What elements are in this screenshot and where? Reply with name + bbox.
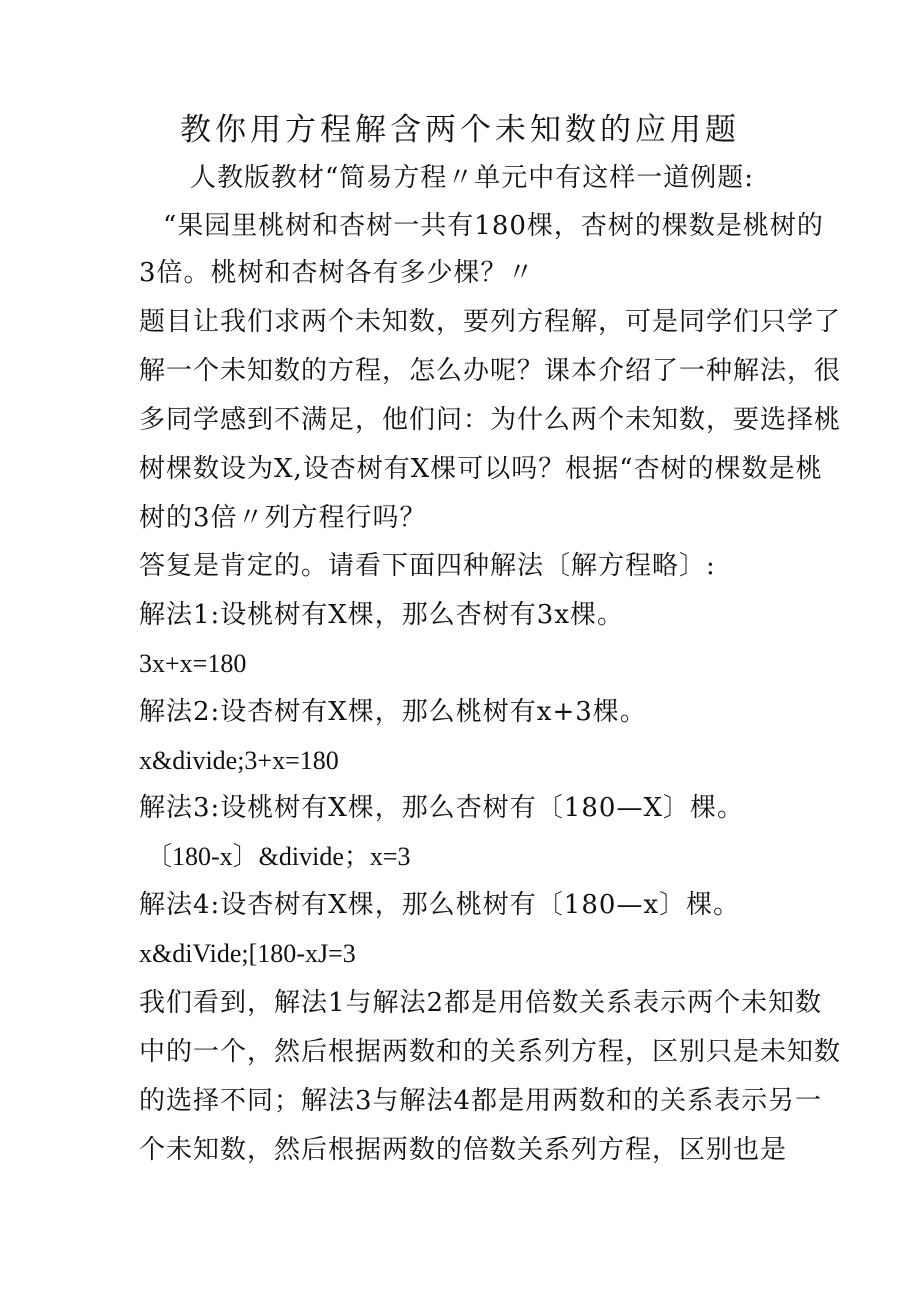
paragraph-line: 树棵数设为X,设杏树有X棵可以吗？根据“杏树的棵数是桃 bbox=[139, 454, 823, 484]
paragraph-line: 个未知数，然后根据两数的倍数关系列方程，区别也是 bbox=[139, 1135, 788, 1165]
method-3-line: 解法3:设桃树有X棵，那么杏树有〔180—X〕棵。 bbox=[139, 793, 744, 823]
paragraph-line: 解一个未知数的方程，怎么办呢？课本介绍了一种解法，很 bbox=[139, 356, 842, 386]
paragraph-line: 我们看到，解法1与解法2都是用倍数关系表示两个未知数 bbox=[139, 988, 823, 1018]
paragraph-line: 题目让我们求两个未知数，要列方程解，可是同学们只学了 bbox=[139, 307, 842, 337]
equation-3: 〔180-x〕&divide；x=3 bbox=[146, 842, 411, 871]
paragraph-line: 多同学感到不满足，他们问：为什么两个未知数，要选择桃 bbox=[139, 405, 842, 435]
paragraph-line: 答复是肯定的。请看下面四种解法〔解方程略〕: bbox=[139, 551, 716, 581]
paragraph-line: “果园里桃树和杏树一共有180棵，杏树的棵数是桃树的 bbox=[163, 211, 824, 241]
equation-4: x&diVide;[180-xJ=3 bbox=[139, 939, 356, 968]
paragraph-line: 树的3倍〃列方程行吗？ bbox=[139, 503, 427, 533]
equation-1: 3x+x=180 bbox=[139, 649, 247, 678]
equation-2: x&divide;3+x=180 bbox=[139, 746, 339, 775]
paragraph-line: 中的一个，然后根据两数和的关系列方程，区别只是未知数 bbox=[139, 1037, 842, 1067]
paragraph-line: 的选择不同；解法3与解法4都是用两数和的关系表示另一 bbox=[139, 1086, 823, 1116]
document-title: 教你用方程解含两个未知数的应用题 bbox=[180, 112, 740, 148]
method-2-line: 解法2:设杏树有X棵，那么桃树有x+3棵。 bbox=[139, 697, 647, 727]
paragraph-line: 3倍。桃树和杏树各有多少棵？〃 bbox=[139, 258, 535, 288]
paragraph-line: 人教版教材“简易方程〃单元中有这样一道例题: bbox=[190, 163, 755, 193]
method-1-line: 解法1:设桃树有X棵，那么杏树有3x棵。 bbox=[139, 600, 625, 630]
method-4-line: 解法4:设杏树有X棵，那么桃树有〔180—x〕棵。 bbox=[139, 890, 741, 920]
